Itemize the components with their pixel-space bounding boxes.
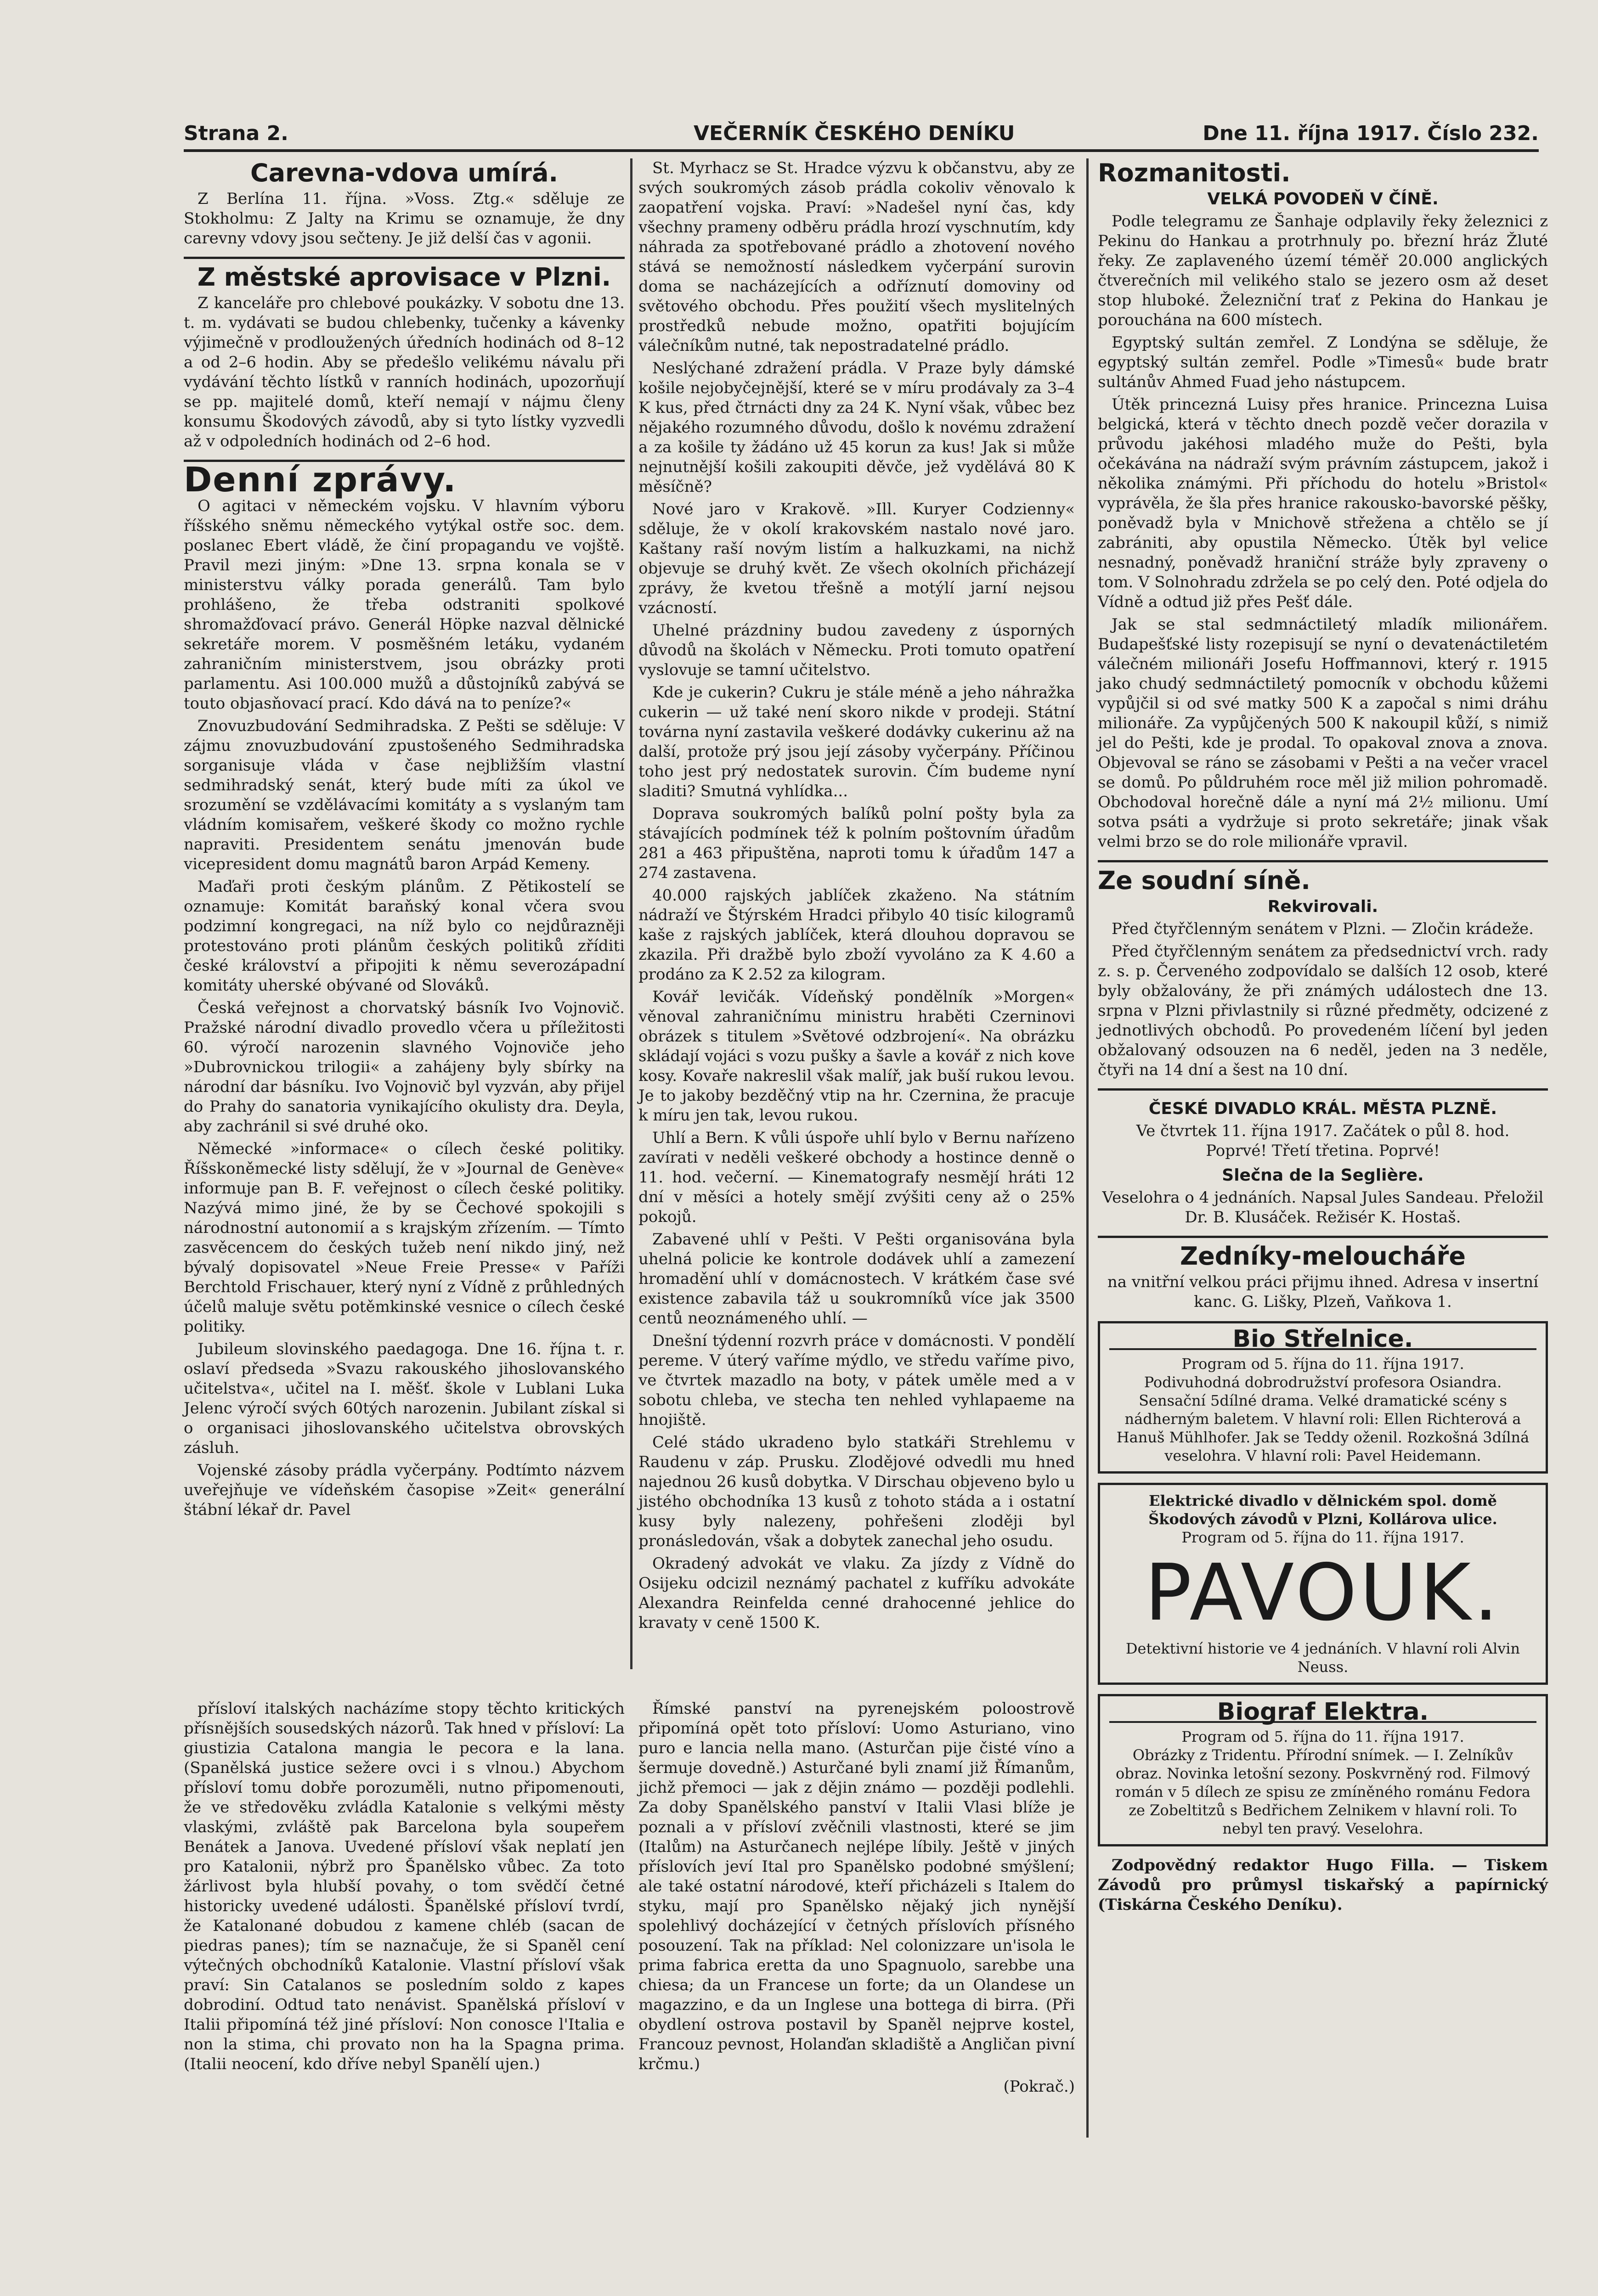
article-text: Před čtyřčlenným senátem v Plzni. — Zločin krádeže. bbox=[1112, 920, 1534, 938]
cinema-ad bbox=[1098, 1694, 1548, 1846]
page-header bbox=[184, 117, 1539, 152]
news-item: Kovář levičák. Vídeňský pondělník »Morgen« věnoval zahraničnímu ministru hraběti Czerninovi obrázek s titulem »Světové odzbrojení«. Na obrázku skládají vojáci s vozu pušky a šavle a kovář z nich kove kosy. Kovaře nakreslil však malíř, jak buší rukou levou. Je to jakoby bezděčný vtip na hr. Czernina, že pracuje k míru jen tak, levou rukou. bbox=[638, 988, 1075, 1125]
news-item: Kde je cukerin? Cukru je stále méně a jeho náhražka cukerin — už také není skoro nikde v prodeji. Státní továrna nyní zastavila veškeré dodávky cukerinu až na další, protože prý jsou její zásoby vyčerpány. Příčinou toho jest prý nedostatek surovin. Čím budeme nyní sladiti? Smutná vyhlídka... bbox=[638, 683, 1075, 800]
column-2 bbox=[638, 158, 1075, 1636]
news-item: O agitaci v německém vojsku. V hlavním výboru říšského sněmu německého vytýkal ostře soc. dem. poslanec Ebert vládě, že činí propagandu ve vojště. Pravil mezi jiným: »Dne 13. srpna konala se v ministerstvu války porada generálů. Tam bylo prohlášeno, že třeba odstraniti spolkové shromažďovací právo. Generál Höpke nazval dělnické sekretáře morem. V posměšném letáku, vydaném zahraničním ministerstvem, jsou obrázky proti parlamentu. Asi 100.000 mužů a důstojníků zabývá se touto objasňovací prací. Kdo dává na to peníze?« bbox=[184, 497, 625, 713]
play-info: Veselohra o 4 jednáních. Napsal Jules Sandeau. Přeložil Dr. B. Klusáček. Režisér K. Hostaš. bbox=[1102, 1188, 1544, 1227]
news-item: Egyptský sultán zemřel. Z Londýna se sděluje, že egyptský sultán zemřel. Podle »Timesů« bude bratr sultánův Ahmed Fuad jeho nástupcem. bbox=[1098, 333, 1548, 391]
section-title: Denní zprávy. bbox=[184, 460, 457, 500]
news-item: Jubileum slovinského paedagoga. Dne 16. října t. r. oslaví předseda »Svazu rakouského jihoslovanského učitelstva«, učitel na I. měšť. škole v Lublani Luka Jelenc výročí svých 60tých narozenin. Jubilant získal si o organisaci jihoslovanského učitelstva obrovských zásluh. bbox=[184, 1340, 625, 1457]
column-divider bbox=[1086, 158, 1089, 2138]
cinema-program: Program od 5. října do 11. října 1917. bbox=[1181, 1529, 1464, 1546]
cinema-title: Bio Střelnice. bbox=[1109, 1330, 1536, 1350]
news-item: Německé »informace« o cílech české politiky. Říšskoněmecké listy sdělují, že v »Journal de Genève« informuje pan B. F. veřejnost o cílech české politiky. Nazývá mimo jiné, že by se Čechové spokojili s národnostní autonomií a s krajským zřízením. — Tímto zasvěcencem do českých tužeb není nikdo jiný, než bývalý dopisovatel »Neue Freie Presse« v Paříži Berchtold Frischauer, který nyní z Vídně z průhledných účelů maluje světu potěmkinské vesnice o cílech české politiky. bbox=[184, 1140, 625, 1336]
news-item: St. Myrhacz se St. Hradce výzvu k občanstvu, aby ze svých soukromých zásob prádla cokoliv věnovalo k zaopatření vojska. Praví: »Nadešel nyní čas, kdy všechny prameny odběru prádla hrozí vyschnutím, kdy náhrada za spotřebované prádlo a zhotovení nového stává se nemožností následkem vyčerpání surovin doma se nacházejících a odříznutí domoviny od světového obchodu. Přes použití všech myslitelných prostředků nebude možno, opatřiti bojujícím válečníkům nutné, tak nepostradatelné prádlo. bbox=[638, 159, 1075, 355]
page-number: Strana 2. bbox=[184, 122, 288, 145]
article-title: Rekvirovali. bbox=[1267, 897, 1378, 916]
news-item: Dnešní týdenní rozvrh práce v domácnosti. V pondělí pereme. V úterý vaříme mýdlo, ve středu vaříme pivo, ve čtvrtek mazadlo na boty, v pátek uměle med a v sobotu chleba, ve stecha ten nehled vyhlapaeme na hnojiště. bbox=[638, 1332, 1075, 1429]
film-title: PAVOUK. bbox=[1144, 1548, 1502, 1638]
news-item: Česká veřejnost a chorvatský básník Ivo Vojnovič. Pražské národní divadlo provedlo včera u příležitosti 60. výročí narozenin slavného Vojnoviče jeho »Dubrovnickou trilogii« a zahájeny byly sbírky na národní dar básníku. Ivo Vojnovič byl vyzván, aby přijel do Prahy do sanatoria vynikajícího okulisty dra. Deyla, aby zachránil si své druhé oko. bbox=[184, 999, 625, 1136]
cinema-text: Obrázky z Tridentu. Přírodní snímek. — I. Zelníkův obraz. Novinka letošní sezony. Poskvrněný rod. Filmový román v 5 dílech ze spisu ze zmíněného románu Fedora ze Zobeltitzů s Bedřichem Zelnikem v hlavní roli. To nebyl ten pravý. Veselohra. bbox=[1115, 1746, 1530, 1837]
article-text: Z Berlína 11. října. »Voss. Ztg.« sděluje ze Stokholmu: Z Jalty na Krimu se oznamuje, že dny carevny vdovy jsou sečteny. Je již delší čas v agonii. bbox=[184, 190, 625, 248]
cinema-text: Detektivní historie ve 4 jednáních. V hlavní roli Alvin Neuss. bbox=[1125, 1640, 1520, 1676]
ad-text: na vnitřní velkou práci přijmu ihned. Adresa v insertní kanc. G. Lišky, Plzeň, Vaňkova 1. bbox=[1107, 1273, 1539, 1311]
news-item: Podle telegramu ze Šanhaje odplavily řeky železnici z Pekinu do Hankau a protrhnuly po. březní hráz Žluté řeky. Ze zaplaveného území téměř 20.000 anglických čtverečních mil velikého stalo se jezero osm až deset stop hluboké. Železniční trať z Pekina do Hankau je porouchána na 600 místech. bbox=[1098, 212, 1548, 329]
theatre-title: ČESKÉ DIVADLO KRÁL. MĚSTA PLZNĚ. bbox=[1148, 1099, 1497, 1118]
article-text: Římské panství na pyrenejském poloostrově připomíná opět toto přísloví: Uomo Asturiano, vino puro e lancia nella mano. (Asturčan pije čisté víno a šermuje dovedně.) Asturčané byli znamí již Římanům, jichž přemoci — jak z dějin známo — později podlehli. Za doby Spanělského panství v Italii Vlasi blíže je poznali a v přísloví zvěčnili vlastnosti, které se jim (Italům) na Asturčanech nejlépe líbily. Ještě v jiných příslovích jeví Ital pro Spanělsko podobné smýšlení; ale také ostatní národové, kteří přicházeli s Italem do styku, mají pro Spanělsko nějaký jich nynější spolehlivý docházející v četných příslovích přísného posouzení. Tak na příklad: Nel colonizzare un'isola le prima fabrica eretta da uno Spagnuolo, sarebbe una chiesa; da un Francese un forte; da un Olandese un magazzino, e da un Inglese una bottega di birra. (Při obydlení ostrova postavil by Spaněl nejprve kostel, Francouz pevnost, Holanďan skladiště a Angličan pivní krčmu.) bbox=[638, 1699, 1075, 2073]
cinema-text: Podivuhodná dobrodružství profesora Osiandra. Sensační 5dílné drama. Velké dramatické scény s nádherným baletem. V hlavní roli: Ellen Richterová a Hanuš Mühlhofer. Jak se Teddy oženil. Rozkošná 3dílná veselohra. V hlavní roli: Pavel Heidemann. bbox=[1116, 1373, 1530, 1464]
article-text: přísloví italských nacházíme stopy těchto kritických přísnějších sousedských názorů. Tak hned v přísloví: La giustizia Catalona mangia le pecora e la lana. (Spanělská justice sežere ovci i s vlnou.) Abychom přísloví tomu dobře porozuměli, nutno připomenouti, že ve středověku zvládla Katalonie s velkými městy vlaskými, zvláště pak Barcelona byla soupeřem Benátek a Janova. Uvedené přísloví však neplatí jen pro Katalonii, nýbrž pro Španělsko vůbec. Za toto žárlivost byla hlubší povahy, o tom svědčí četné historicky uvedené události. Španělské přísloví tvrdí, že Katalonané dobudou z kamene chléb (sacan de piedras panes); tím se naznačuje, že si Spaněl cení výtečných obchodníků Katalonie. Vlastní přísloví však praví: Sin Catalanos se posledním soldo z kapes dobrodiní. Odtud tato nenávist. Spanělská přísloví v Italii připomíná též jiné přísloví: Non conosce l'Italia e non la stima, chi provato non ha la Spagna prima. (Italii neocení, kdo dříve nebyl Spanělí ujen.) bbox=[184, 1699, 625, 2073]
news-item: Nové jaro v Krakově. »Ill. Kuryer Codzienny« sděluje, že v okolí krakovském nastalo nové jaro. Kaštany raší novým listím a halkuzkami, na nichž objevuje se druhý květ. Ze všech okolních přicházejí zprávy, že kvetou třešně a motýlí jarní nejsou vzácností. bbox=[638, 500, 1075, 617]
news-item: Útěk princezná Luisy přes hranice. Princezna Luisa belgická, která v těchto dnech pozdě večer dorazila v průvodu jakéhosi mladého muže do Pešti, byla očekávána na nádraží svým právním zástupcem, jakož i několika známými. Při příchodu do hotelu »Bristol« vyprávěla, že šla přes hranice rakousko-bavorské pěšky, poněvadž byla v Mnichově střežena a chtělo se jí zabrániti, aby opustila Německo. Útěk byl velice nesnadný, poněvadž hraniční stráže byly zpraveny o tom. V Solnohradu zdržela se po celý den. Poté odjela do Vídně a odtud již přes Pešť dále. bbox=[1098, 395, 1548, 611]
article-text: Před čtyřčlenným senátem za předsednictví vrch. rady z. s. p. Červeného zodpovídalo se dalších 12 osob, které byly obžalovány, že při známých událostech dne 13. srpna v Plzni přivlastnily si různé předměty, odcizené z jednotlivých obchodů. Po provedeném líčení byl jeden obžalovaný odsouzen na 6 neděl, jeden na 3 neděle, čtyři na 14 dní a šest na 10 dní. bbox=[1098, 942, 1548, 1079]
article-text: Z kanceláře pro chlebové poukázky. V sobotu dne 13. t. m. vydávati se budou chlebenky, tučenky a kávenky výjimečně v prodloužených úředních hodinách od 8–12 a od 2–6 hodin. Aby se předešlo velikému návalu při vydávání těchto lístků v ranních hodinách, upozorňují se pp. majitelé domů, kteří nemají v nájmu členy konsumu Škodových závodů, aby si tyto lístky vyzvedli až v odpoledních hodinách od 2–6 hod. bbox=[184, 294, 625, 450]
news-item: Maďaři proti českým plánům. Z Pětikostelí se oznamuje: Komitát baraňský konal včera svou podzimní kongregaci, na níž bylo co nejdůrazněji protestováno proti plánům českých politiků zříditi české království a připojiti k němu severozápadní komitáty uherské obývané od Slováků. bbox=[184, 878, 625, 995]
cinema-title: Biograf Elektra. bbox=[1109, 1703, 1536, 1723]
news-item: Celé stádo ukradeno bylo statkáři Strehlemu v Raudenu v záp. Prusku. Zlodějové odvedli mu hned najednou 26 kusů dobytka. V Dirschau objeveno bylo u jistého obchodníka 13 kusů z tohoto stáda a i ostatní kusy byly nalezeny, pohřešeni zloději byl pronásledován, však a dobytek zanechal jeho osudu. bbox=[638, 1433, 1075, 1550]
impressum: Zodpovědný redaktor Hugo Filla. — Tiskem Závodů pro průmysl tiskařský a papírnický (Tiskárna Českého Deníku). bbox=[1098, 1856, 1548, 1914]
ad-title: Zedníky-meloucháře bbox=[1180, 1242, 1466, 1271]
cinema-program: Program od 5. října do 11. října 1917. bbox=[1181, 1355, 1464, 1373]
cinema-title: Elektrické divadlo v dělnickém spol. domě Škodových závodů v Plzni, Kollárova ulice. bbox=[1148, 1492, 1497, 1528]
cinema-ad bbox=[1098, 1483, 1548, 1685]
section-title: Rozmanitosti. bbox=[1098, 158, 1291, 187]
news-item: Jak se stal sedmnáctiletý mladík milionářem. Budapešťské listy rozepisují se nyní o devatenáctiletém válečném milionáři Josefu Hoffmannovi, který r. 1915 jako chudý sedmnáctiletý pomocník v obchodu kůžemi vypůjčil si od své matky 500 K a započal s nimi dráhu milionáře. Za vypůjčených 500 K nakoupil kůží, s nimiž jel do Pešti, kde je prodal. To opakoval znova a znova. Objevoval se ráno se zásobami v Pešti a na večer vracel se domů. Po půldruhém roce měl již milion pohromadě. Obchodoval horečně dále a nyní má 2½ milionu. Umí sotva psáti a vydržuje si proto sekretáře; jinak však velmi brzo se do role milionáře vpravil. bbox=[1098, 615, 1548, 851]
bottom-column-2 bbox=[638, 1699, 1075, 2097]
column-divider bbox=[630, 158, 632, 1669]
divider bbox=[1098, 860, 1548, 862]
issue-date: Dne 11. října 1917. Číslo 232. bbox=[1203, 122, 1539, 145]
news-item: Uhelné prázdniny budou zavedeny z úsporných důvodů na školách v Německu. Proti tomuto opatření vyslovuje se tamní učitelstvo. bbox=[638, 621, 1075, 679]
cinema-ad bbox=[1098, 1321, 1548, 1474]
bottom-column-1 bbox=[184, 1699, 625, 2077]
theatre-note: Poprvé! Třetí třetina. Poprvé! bbox=[1206, 1142, 1440, 1160]
theatre-date: Ve čtvrtek 11. října 1917. Začátek o půl 8. hod. bbox=[1136, 1122, 1510, 1140]
divider bbox=[1098, 1088, 1548, 1091]
article-title: Carevna-vdova umírá. bbox=[250, 158, 559, 187]
news-item: Doprava soukromých balíků polní pošty byla za stávajících podmínek též k polním poštovním úřadům 281 a 463 připuštěna, naproti tomu k úřadům 147 a 274 zastavena. bbox=[638, 805, 1075, 882]
divider bbox=[184, 257, 625, 259]
news-item: Neslýchané zdražení prádla. V Praze byly dámské košile nejobyčejnější, které se v míru prodávaly za 3–4 K kus, před čtrnácti dny za 24 K. Nyní však, vůbec bez nějakého rozumného důvodu, došlo k novému zdražení a za košile ty žádáno už 45 korun za kus! Jak si může nejnutnější košili zakoupiti děvče, jež vydělává 80 K měsíčně? bbox=[638, 359, 1075, 496]
news-item: Vojenské zásoby prádla vyčerpány. Podtímto názvem uveřejňuje ve vídeňském časopise »Zeit« generální štábní lékař dr. Pavel bbox=[184, 1461, 625, 1519]
news-item: Zabavené uhlí v Pešti. V Pešti organisována byla uhelná policie ke kontrole dodávek uhlí a zamezení hromadění uhlí v domácnostech. V krátkém čase své existence zabavila táž u soukromníků více jak 3500 centů neoznámeného uhlí. — bbox=[638, 1230, 1075, 1328]
masthead: VEČERNÍK ČESKÉHO DENÍKU bbox=[694, 122, 1015, 145]
news-item: Uhlí a Bern. K vůli úspoře uhlí bylo v Bernu nařízeno zavírati v neděli veškeré obchody a hostince denně o 11. hod. večerní. — Kinematografy nesmějí hráti 12 dní v měsíci a hotely smějí zvýšiti ceny až o 25% pokojů. bbox=[638, 1129, 1075, 1226]
continued-note: (Pokrač.) bbox=[1003, 2077, 1075, 2096]
cinema-program: Program od 5. října do 11. října 1917. bbox=[1181, 1728, 1464, 1745]
section-title: Ze soudní síně. bbox=[1098, 866, 1310, 895]
article-title: Z městské aprovisace v Plzni. bbox=[197, 263, 611, 292]
column-1 bbox=[184, 158, 625, 1523]
play-title: Slečna de la Seglière. bbox=[1222, 1166, 1424, 1185]
article-title: VELKÁ POVODEŇ V ČÍNĚ. bbox=[1207, 190, 1439, 208]
news-item: Znovuzbudování Sedmihradska. Z Pešti se sděluje: V zájmu znovuzbudování zpustošeného Sedmihradska sorganisuje vláda v čase nejbližším vlastní sedmihradský senát, který bude míti za úkol ve srozumění se vzdělávacími komitáty a s vyslaným tam vládním komisařem, veškeré škody co možno rychle napraviti. Presidentem senátu jmenován bude vicepresident domu magnátů baron Arpád Kemeny. bbox=[184, 717, 625, 873]
column-3 bbox=[1098, 158, 1548, 1918]
news-item: 40.000 rajských jablíček zkaženo. Na státním nádraží ve Štýrském Hradci přibylo 40 tisíc kilogramů kaše z rajských jablíček, která dlouhou dopravou se zkazila. Při dražbě bylo zboží vyvoláno za K 4.60 a prodáno za K 2.52 za kilogram. bbox=[638, 886, 1075, 984]
news-item: Okradený advokát ve vlaku. Za jízdy z Vídně do Osijeku odcizil neznámý pachatel z kufříku advokáte Alexandra Reinfelda cenné drahocenné jehlice do kravaty v ceně 1500 K. bbox=[638, 1554, 1075, 1632]
divider bbox=[1098, 1236, 1548, 1238]
